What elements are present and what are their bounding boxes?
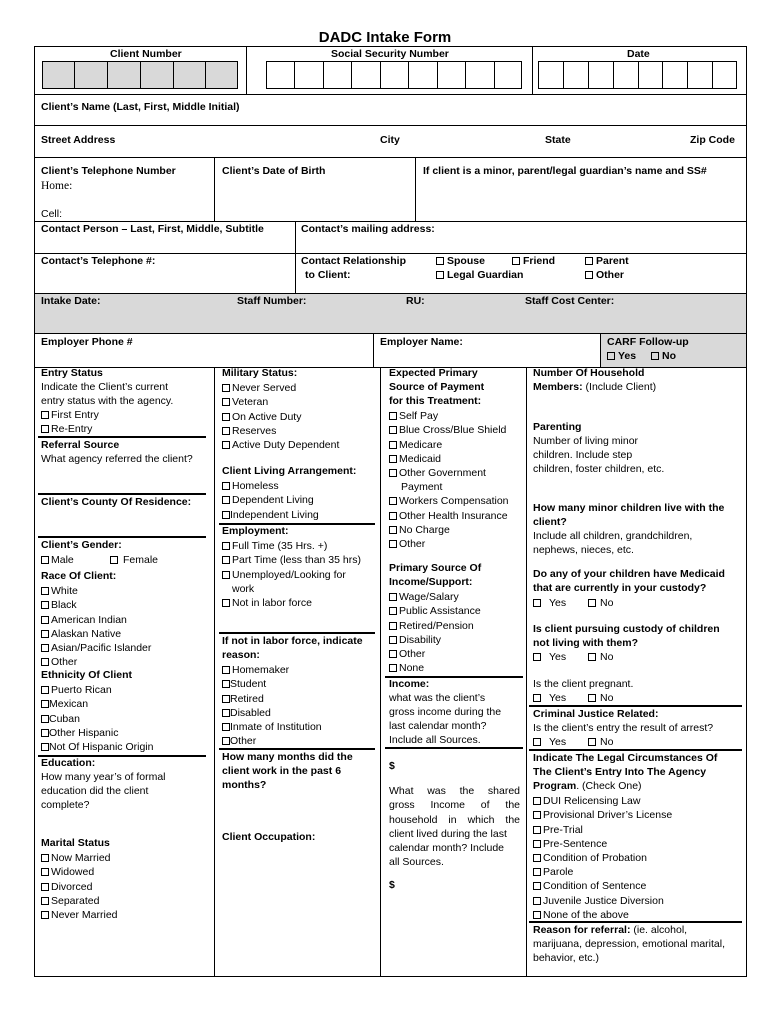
employment-option: work [232, 583, 255, 595]
pregnant-label: Is the client pregnant. [533, 678, 634, 690]
income-desc: last calendar month? [389, 720, 487, 732]
carf-no-label: No [662, 350, 676, 362]
shared-income-line: all Sources. [389, 856, 444, 869]
shared-income-amount-field[interactable]: $ [389, 879, 395, 891]
military-option: On Active Duty [232, 411, 302, 423]
payment-blue-cross-checkbox[interactable] [389, 426, 397, 434]
ethnicity-mexican-checkbox[interactable] [41, 700, 49, 708]
legal-provisional-license-checkbox[interactable] [533, 811, 541, 819]
income-option: Public Assistance [399, 605, 481, 617]
entry-status-desc-1: Indicate the Client’s current [41, 381, 169, 393]
parent-label: Parent [596, 255, 629, 267]
parent-checkbox[interactable] [585, 257, 593, 265]
payment-option: Payment [401, 481, 443, 493]
income-none-checkbox[interactable] [389, 664, 397, 672]
legal-circumstances-label-3 [533, 779, 642, 793]
pregnant-no-checkbox[interactable] [588, 694, 596, 702]
payment-other-government-checkbox[interactable] [389, 469, 397, 477]
living-list [222, 478, 377, 524]
employment-option: Full Time (35 Hrs. +) [232, 540, 328, 552]
race-other-checkbox[interactable] [41, 658, 49, 666]
military-active-duty-checkbox[interactable] [222, 413, 230, 421]
payment-label-2: Source of Payment [389, 381, 485, 393]
date-boxes[interactable] [538, 61, 737, 89]
marital-widowed-checkbox[interactable] [41, 868, 49, 876]
payment-no-charge-checkbox[interactable] [389, 526, 397, 534]
household-members-label: Members: [533, 381, 583, 393]
reason-option: Student [230, 678, 267, 690]
income-list [389, 589, 525, 677]
reason-option: Retired [230, 693, 264, 705]
other-relationship-label: Other [596, 269, 625, 281]
ethnicity-option: Cuban [49, 713, 80, 725]
marital-now-married-checkbox[interactable] [41, 854, 49, 862]
spouse-label: Spouse [447, 255, 485, 267]
client-number-boxes[interactable] [42, 61, 238, 89]
ethnicity-option: Puerto Rican [51, 684, 112, 696]
contact-phone-field[interactable]: Contact’s Telephone #: [41, 255, 156, 267]
marital-status-label: Marital Status [41, 837, 110, 849]
ethnicity-option: Mexican [49, 698, 89, 710]
first-entry-checkbox[interactable] [41, 411, 49, 419]
living-arrangement-label: Client Living Arrangement: [222, 465, 357, 477]
pregnant-yes-checkbox[interactable] [533, 694, 541, 702]
months-worked-label-3: months? [222, 779, 267, 791]
reason-option: Other [230, 735, 257, 747]
female-label: Female [123, 554, 159, 566]
employer-phone-field[interactable]: Employer Phone # [41, 336, 133, 348]
custody-label-1: Is client pursuing custody of children [533, 623, 720, 635]
medicaid-yes-checkbox[interactable] [533, 599, 541, 607]
payment-option: Medicare [399, 439, 443, 451]
employment-list [222, 538, 377, 613]
spouse-checkbox[interactable] [436, 257, 444, 265]
income-wage-checkbox[interactable] [389, 593, 397, 601]
income-amount-field[interactable]: $ [389, 760, 395, 772]
custody-yes-checkbox[interactable] [533, 653, 541, 661]
race-label: Race Of Client: [41, 570, 117, 582]
payment-option: Blue Cross/Blue Shield [399, 424, 507, 436]
legal-list [533, 793, 743, 923]
arrest-yes-checkbox[interactable] [533, 738, 541, 746]
marital-option: Separated [51, 895, 100, 907]
income-option: Other [399, 648, 426, 660]
medicaid-label-2: that are currently in your custody? [533, 582, 707, 594]
minor-children-label-1: How many minor children live with the [533, 502, 725, 514]
income-desc: what was the client’s [389, 692, 486, 704]
legal-probation-checkbox[interactable] [533, 854, 541, 862]
employment-option: Part Time (less than 35 hrs) [232, 554, 361, 566]
referral-source-desc: What agency referred the client? [41, 453, 193, 465]
employer-name-field[interactable]: Employer Name: [380, 336, 463, 348]
county-of-residence-field[interactable]: Client’s County Of Residence: [41, 496, 192, 508]
payment-list [389, 408, 525, 550]
legal-check-one-label: . (Check One) [576, 780, 642, 792]
ethnicity-option: Other Hispanic [49, 727, 119, 739]
re-entry-checkbox[interactable] [41, 425, 49, 433]
male-label: Male [51, 554, 74, 566]
employment-full-time-checkbox[interactable] [222, 542, 230, 550]
payment-option: Medicaid [399, 453, 442, 465]
not-in-labor-label: If not in labor force, indicate [222, 635, 363, 647]
military-veteran-checkbox[interactable] [222, 398, 230, 406]
street-address-field[interactable]: Street Address [41, 134, 116, 146]
months-worked-label-1: How many months did the [222, 751, 353, 763]
income-option: Wage/Salary [399, 591, 459, 603]
legal-option: Pre-Trial [543, 824, 583, 836]
carf-label: CARF Follow-up [607, 336, 689, 348]
page-title: DADC Intake Form [318, 29, 452, 46]
guardian-field[interactable]: If client is a minor, parent/legal guardian’s name and SS# [423, 165, 707, 177]
household-label-2 [533, 380, 656, 394]
race-option: White [51, 585, 78, 597]
payment-label-1: Expected Primary [389, 367, 478, 379]
legal-option: Provisional Driver’s License [543, 809, 673, 821]
criminal-justice-label: Criminal Justice Related: [533, 708, 659, 720]
race-option: American Indian [51, 614, 127, 626]
education-desc-1: How many year’s of formal [41, 771, 166, 783]
race-option: Asian/Pacific Islander [51, 642, 152, 654]
legal-parole-checkbox[interactable] [533, 868, 541, 876]
shared-income-line: gross Income of the [389, 799, 520, 812]
staff-number-field[interactable]: Staff Number: [237, 295, 307, 307]
employment-not-in-labor-checkbox[interactable] [222, 599, 230, 607]
income-other-checkbox[interactable] [389, 650, 397, 658]
legal-pre-sentence-checkbox[interactable] [533, 840, 541, 848]
contact-relationship-label: Contact Relationship [301, 255, 407, 267]
contact-relationship-label-2: to Client: [305, 269, 351, 281]
medicaid-no-checkbox[interactable] [588, 599, 596, 607]
carf-yes-checkbox[interactable] [607, 352, 615, 360]
friend-label: Friend [523, 255, 556, 267]
income-desc: gross income during the [389, 706, 502, 718]
living-dependent-checkbox[interactable] [222, 496, 230, 504]
home-phone-field[interactable]: Home: [41, 180, 73, 192]
reason-for-referral-label: Reason for referral: [533, 924, 631, 936]
employment-unemployed-checkbox[interactable] [222, 571, 230, 579]
reason-inmate-checkbox[interactable] [222, 723, 230, 731]
legal-circumstances-label-1: Indicate The Legal Circumstances Of [533, 752, 718, 764]
military-reserves-checkbox[interactable] [222, 427, 230, 435]
intake-date-field[interactable]: Intake Date: [41, 295, 101, 307]
custody-no-checkbox[interactable] [588, 653, 596, 661]
military-option: Active Duty Dependent [232, 439, 340, 451]
parenting-desc: Number of living minor [533, 435, 639, 447]
zip-code-field[interactable]: Zip Code [690, 134, 735, 146]
parenting-desc: children, foster children, etc. [533, 463, 665, 475]
legal-guardian-label: Legal Guardian [447, 269, 524, 281]
carf-no-checkbox[interactable] [651, 352, 659, 360]
living-option: Independent Living [230, 509, 319, 521]
reason-option: Inmate of Institution [230, 721, 322, 733]
legal-option: Condition of Sentence [543, 880, 647, 892]
city-field[interactable]: City [380, 134, 400, 146]
reason-student-checkbox[interactable] [222, 680, 230, 688]
custody-yes-label: Yes [549, 651, 567, 663]
shared-income-desc [389, 784, 520, 870]
marital-separated-checkbox[interactable] [41, 897, 49, 905]
date-label: Date [627, 48, 650, 60]
race-asian-checkbox[interactable] [41, 644, 49, 652]
payment-option: No Charge [399, 524, 450, 536]
re-entry-label: Re-Entry [51, 423, 93, 435]
race-american-indian-checkbox[interactable] [41, 616, 49, 624]
payment-option: Other Government [399, 467, 486, 479]
household-label-1: Number Of Household [533, 367, 645, 379]
female-checkbox[interactable] [110, 556, 118, 564]
payment-option: Self Pay [399, 410, 439, 422]
dob-field[interactable]: Client’s Date of Birth [222, 165, 326, 177]
household-include-client: (Include Client) [585, 381, 657, 393]
race-white-checkbox[interactable] [41, 587, 49, 595]
legal-circumstances-label-2: The Client’s Entry Into The Agency [533, 766, 707, 778]
payment-other-checkbox[interactable] [389, 540, 397, 548]
income-option: None [399, 662, 425, 674]
client-number-label: Client Number [110, 48, 182, 60]
criminal-justice-desc: Is the client’s entry the result of arrest? [533, 722, 714, 734]
payment-option: Other Health Insurance [399, 510, 508, 522]
legal-juvenile-checkbox[interactable] [533, 897, 541, 905]
reason-retired-checkbox[interactable] [222, 695, 230, 703]
ru-field[interactable]: RU: [406, 295, 425, 307]
legal-option: Pre-Sentence [543, 838, 608, 850]
reason-for-referral-desc-2: marijuana, depression, emotional marital, [533, 938, 726, 950]
friend-checkbox[interactable] [512, 257, 520, 265]
ethnicity-other-hispanic-checkbox[interactable] [41, 729, 49, 737]
not-in-labor-label-2: reason: [222, 649, 260, 661]
other-relationship-checkbox[interactable] [585, 271, 593, 279]
legal-option: Condition of Probation [543, 852, 647, 864]
living-option: Homeless [232, 480, 279, 492]
military-list [222, 380, 377, 455]
marital-never-married-checkbox[interactable] [41, 911, 49, 919]
military-option: Never Served [232, 382, 297, 394]
custody-no-label: No [600, 651, 614, 663]
income-option: Disability [399, 634, 442, 646]
arrest-no-label: No [600, 736, 614, 748]
marital-option: Divorced [51, 881, 93, 893]
marital-divorced-checkbox[interactable] [41, 883, 49, 891]
arrest-no-checkbox[interactable] [588, 738, 596, 746]
income-disability-checkbox[interactable] [389, 636, 397, 644]
shared-income-line: What was the shared [389, 785, 520, 797]
entry-status-desc-2: entry status with the agency. [41, 395, 174, 407]
legal-dui-checkbox[interactable] [533, 797, 541, 805]
legal-option: Juvenile Justice Diversion [543, 895, 664, 907]
military-dependent-checkbox[interactable] [222, 441, 230, 449]
marital-option: Widowed [51, 866, 95, 878]
ethnicity-option: Not Of Hispanic Origin [49, 741, 154, 753]
payment-option: Workers Compensation [399, 495, 509, 507]
legal-pre-trial-checkbox[interactable] [533, 826, 541, 834]
employment-label: Employment: [222, 525, 289, 537]
minor-children-desc: Include all children, grandchildren, [533, 530, 693, 542]
minor-children-label-2: client? [533, 516, 567, 528]
ethnicity-label: Ethnicity Of Client [41, 669, 133, 681]
contact-person-field[interactable]: Contact Person – Last, First, Middle, Subtitle [41, 223, 264, 235]
carf-yes-label: Yes [618, 350, 637, 362]
payment-option: Other [399, 538, 426, 550]
employment-part-time-checkbox[interactable] [222, 556, 230, 564]
shared-income-line: client lived during the last [389, 827, 507, 840]
education-desc-2: education did the client [41, 785, 149, 797]
income-public-assistance-checkbox[interactable] [389, 607, 397, 615]
reason-other-checkbox[interactable] [222, 737, 230, 745]
contact-mailing-field[interactable]: Contact’s mailing address: [301, 223, 435, 235]
legal-none-checkbox[interactable] [533, 911, 541, 919]
gender-label: Client’s Gender: [41, 539, 122, 551]
income-source-label-1: Primary Source Of [389, 562, 482, 574]
income-source-label-2: Income/Support: [389, 576, 473, 588]
ethnicity-list [41, 682, 211, 754]
arrest-yes-label: Yes [549, 736, 567, 748]
payment-workers-comp-checkbox[interactable] [389, 497, 397, 505]
reason-for-referral-field[interactable] [533, 923, 687, 937]
medicaid-yes-label: Yes [549, 597, 567, 609]
minor-children-desc: nephews, nieces, etc. [533, 544, 634, 556]
income-option: Retired/Pension [399, 620, 474, 632]
military-option: Reserves [232, 425, 277, 437]
marital-option: Now Married [51, 852, 111, 864]
legal-option: DUI Relicensing Law [543, 795, 641, 807]
race-option: Alaskan Native [51, 628, 122, 640]
payment-medicare-checkbox[interactable] [389, 441, 397, 449]
employment-option: Not in labor force [232, 597, 312, 609]
parenting-label: Parenting [533, 421, 582, 433]
ssn-label: Social Security Number [331, 48, 449, 60]
legal-option: None of the above [543, 909, 629, 921]
employment-option: Unemployed/Looking for [232, 569, 346, 581]
payment-other-insurance-checkbox[interactable] [389, 512, 397, 520]
shared-income-line: household in which the [389, 813, 520, 826]
race-alaskan-native-checkbox[interactable] [41, 630, 49, 638]
living-homeless-checkbox[interactable] [222, 482, 230, 490]
ethnicity-not-hispanic-checkbox[interactable] [41, 743, 49, 751]
education-desc-3: complete? [41, 799, 90, 811]
client-occupation-field[interactable]: Client Occupation: [222, 831, 316, 843]
legal-program-label: Program [533, 780, 577, 792]
military-status-label: Military Status: [222, 367, 298, 379]
referral-source-label: Referral Source [41, 439, 120, 451]
entry-status-label: Entry Status [41, 367, 103, 379]
intake-row [35, 294, 746, 333]
marital-list [41, 850, 211, 925]
reason-disabled-checkbox[interactable] [222, 709, 230, 717]
ethnicity-cuban-checkbox[interactable] [41, 715, 49, 723]
income-label: Income: [389, 678, 430, 690]
client-phone-label: Client’s Telephone Number [41, 165, 176, 177]
living-independent-checkbox[interactable] [222, 511, 230, 519]
military-option: Veteran [232, 396, 269, 408]
reason-homemaker-checkbox[interactable] [222, 666, 230, 674]
race-black-checkbox[interactable] [41, 601, 49, 609]
reason-for-referral-desc-3: behavior, etc.) [533, 952, 599, 964]
payment-label-3: for this Treatment: [389, 395, 482, 407]
staff-cost-center-field[interactable]: Staff Cost Center: [525, 295, 615, 307]
legal-condition-sentence-checkbox[interactable] [533, 882, 541, 890]
marital-option: Never Married [51, 909, 118, 921]
race-option: Black [51, 599, 77, 611]
reason-option: Disabled [230, 707, 271, 719]
months-worked-label-2: client work in the past 6 [222, 765, 342, 777]
first-entry-label: First Entry [51, 409, 99, 421]
legal-option: Parole [543, 866, 574, 878]
client-name-field[interactable]: Client’s Name (Last, First, Middle Initial) [41, 101, 240, 113]
race-option: Other [51, 656, 78, 668]
shared-income-line: calendar month? Include [389, 842, 504, 855]
living-option: Dependent Living [232, 494, 314, 506]
reason-for-referral-examples: (ie. alcohol, [630, 924, 688, 936]
cell-phone-field[interactable]: Cell: [41, 208, 63, 220]
reason-option: Homemaker [232, 664, 290, 676]
race-list [41, 583, 211, 673]
state-field[interactable]: State [545, 134, 571, 146]
ssn-boxes[interactable] [266, 61, 522, 89]
pregnant-yes-label: Yes [549, 692, 567, 704]
medicaid-no-label: No [600, 597, 614, 609]
ethnicity-puerto-rican-checkbox[interactable] [41, 686, 49, 694]
payment-medicaid-checkbox[interactable] [389, 455, 397, 463]
income-desc: Include all Sources. [389, 734, 481, 746]
pregnant-no-label: No [600, 692, 614, 704]
payment-self-pay-checkbox[interactable] [389, 412, 397, 420]
parenting-desc: children. Include step [533, 449, 633, 461]
military-never-served-checkbox[interactable] [222, 384, 230, 392]
custody-label-2: not living with them? [533, 637, 638, 649]
income-retired-checkbox[interactable] [389, 622, 397, 630]
education-label: Education: [41, 757, 96, 769]
medicaid-label-1: Do any of your children have Medicaid [533, 568, 725, 580]
male-checkbox[interactable] [41, 556, 49, 564]
reason-list [222, 662, 377, 750]
legal-guardian-checkbox[interactable] [436, 271, 444, 279]
